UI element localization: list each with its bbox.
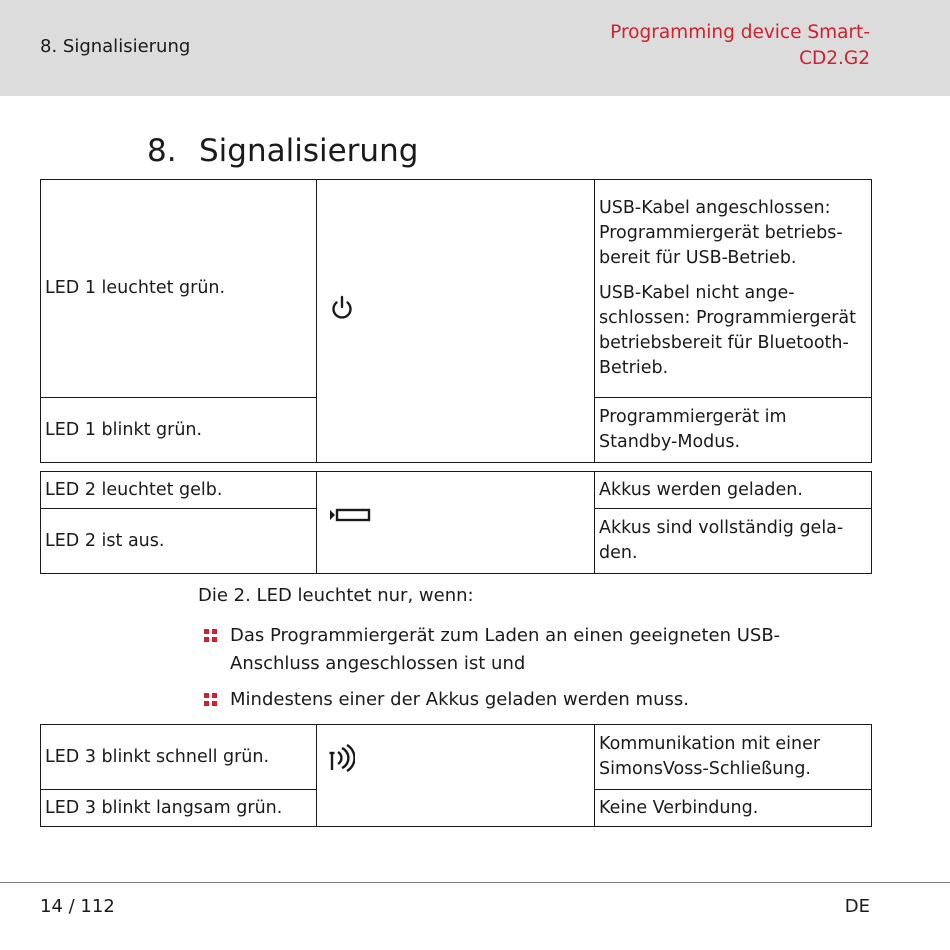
led-state-cell: LED 1 leuchtet grün. [41,180,317,398]
page-number: 14 / 112 [40,896,115,917]
list-item-text: Mindestens einer der Akkus geladen werden muss. [230,689,689,710]
led1-table [40,179,872,463]
led-state-cell: LED 2 ist aus. [41,509,317,574]
list-item [198,622,838,678]
led-desc-cell: Kommunikation mit einer SimonsVoss-Schließung. [595,725,872,790]
header-product-line1: Programming device Smart- [610,22,870,43]
led-desc-cell: Akkus sind vollständig geladen. [595,509,872,574]
icon-cell [317,725,595,827]
footer-divider [0,882,950,883]
led-state-cell: LED 3 blinkt langsam grün. [41,790,317,827]
led-desc-cell: Programmiergerät im Standby-Modus. [595,398,872,463]
icon-cell [317,472,595,574]
desc-usb-connected: USB-Kabel angeschlossen: Programmiergerät betriebsbereit für USB-Betrieb. [599,198,843,268]
language-code: DE [844,896,870,917]
page-title [147,133,418,169]
bullet-icon [204,629,217,642]
list-item-text: Das Programmiergerät zum Laden an einen geeigneten USB-Anschluss angeschlossen ist und [230,625,781,674]
table-row [41,725,872,790]
header-product-line2: CD2.G2 [799,48,870,69]
led-state-cell: LED 1 blinkt grün. [41,398,317,463]
wireless-signal-icon [329,744,355,772]
battery-charging-icon [329,506,373,524]
title-number: 8. [147,133,177,169]
table-row [41,472,872,509]
led-desc-cell: Keine Verbindung. [595,790,872,827]
led2-table [40,471,872,574]
led3-table [40,724,872,827]
list-item [198,686,838,714]
led-state-cell: LED 3 blinkt schnell grün. [41,725,317,790]
desc-usb-not-connected: USB-Kabel nicht angeschlossen: Programmiergerät betriebsbereit für Bluetooth-Betrieb. [599,283,857,378]
led-state-cell: LED 2 leuchtet gelb. [41,472,317,509]
led-desc-cell [595,180,872,398]
led2-note: Die 2. LED leuchtet nur, wenn: [198,585,474,606]
icon-cell [317,180,595,463]
condition-list [198,622,838,722]
page-header [0,0,950,96]
bullet-icon [204,693,217,706]
header-section: 8. Signalisierung [40,36,191,57]
title-text: Signalisierung [199,133,419,169]
power-icon [329,293,355,323]
table-row [41,180,872,398]
header-product [570,20,870,72]
led-desc-cell: Akkus werden geladen. [595,472,872,509]
